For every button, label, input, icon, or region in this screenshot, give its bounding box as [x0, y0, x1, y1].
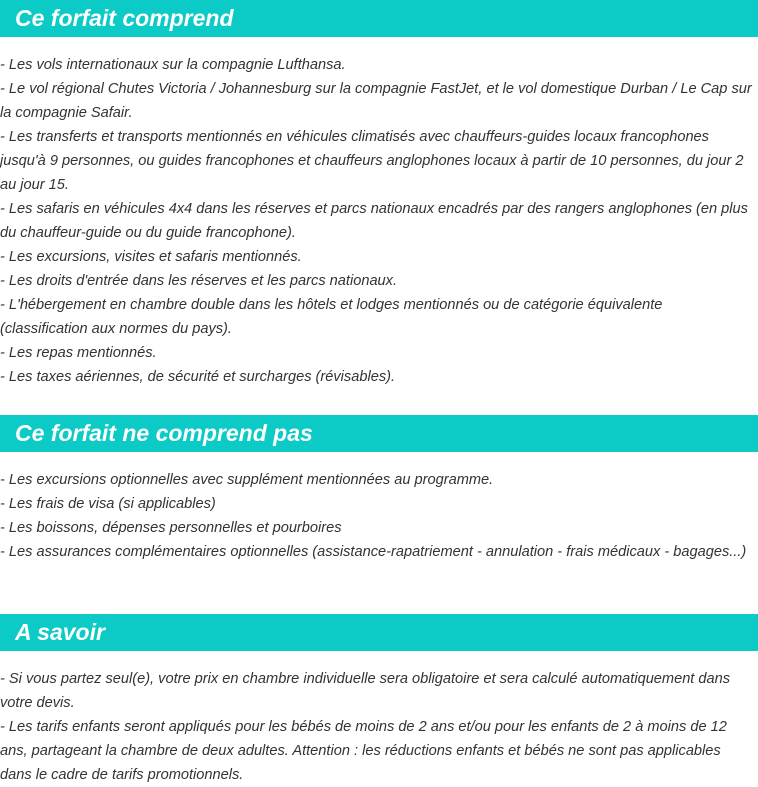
list-item: - Les safaris en véhicules 4x4 dans les réserves et parcs nationaux encadrés par des rangers anglophones (en plus du chauffeur-guide ou du guide francophone). — [0, 201, 748, 241]
list-item: - L'hébergement en chambre double dans les hôtels et lodges mentionnés ou de catégorie équivalente (classification aux normes du pays). — [0, 297, 663, 337]
list-item: - Les vols internationaux sur la compagnie Lufthansa. — [0, 57, 346, 73]
good-to-know-list — [0, 667, 752, 787]
section-header-not-included: Ce forfait ne comprend pas — [0, 415, 758, 452]
list-item: - Les transferts et transports mentionnés en véhicules climatisés avec chauffeurs-guides locaux francophones jusqu'à 9 personnes, ou guides francophones et chauffeurs anglophones locaux à partir de 10 personnes, du jour 2 au jour 15. — [0, 129, 744, 193]
section-header-included: Ce forfait comprend — [0, 0, 758, 37]
list-item: - Les excursions, visites et safaris mentionnés. — [0, 249, 302, 265]
list-item: - Les boissons, dépenses personnelles et pourboires — [0, 520, 342, 536]
included-list — [0, 53, 752, 389]
section-header-good-to-know: A savoir — [0, 614, 758, 651]
list-item: - Les frais de visa (si applicables) — [0, 496, 216, 512]
list-item: - Le vol régional Chutes Victoria / Johannesburg sur la compagnie FastJet, et le vol domestique Durban / Le Cap sur la compagnie Safair. — [0, 81, 752, 121]
list-item: - Les taxes aériennes, de sécurité et surcharges (révisables). — [0, 369, 396, 385]
list-item: - Les excursions optionnelles avec supplément mentionnées au programme. — [0, 472, 494, 488]
list-item: - Les assurances complémentaires optionnelles (assistance-rapatriement - annulation - frais médicaux - bagages...) — [0, 544, 747, 560]
list-item: - Les droits d'entrée dans les réserves et les parcs nationaux. — [0, 273, 398, 289]
list-item: - Si vous partez seul(e), votre prix en chambre individuelle sera obligatoire et sera calculé automatiquement dans votre devis. — [0, 671, 731, 711]
list-item: - Les tarifs enfants seront appliqués pour les bébés de moins de 2 ans et/ou pour les enfants de 2 à moins de 12 ans, partageant la chambre de deux adultes. Attention : les réductions enfants et bébés ne sont pas applicables dans le cadre de tarifs promotionnels. — [0, 719, 727, 783]
list-item: - Les repas mentionnés. — [0, 345, 157, 361]
not-included-list — [0, 468, 752, 564]
